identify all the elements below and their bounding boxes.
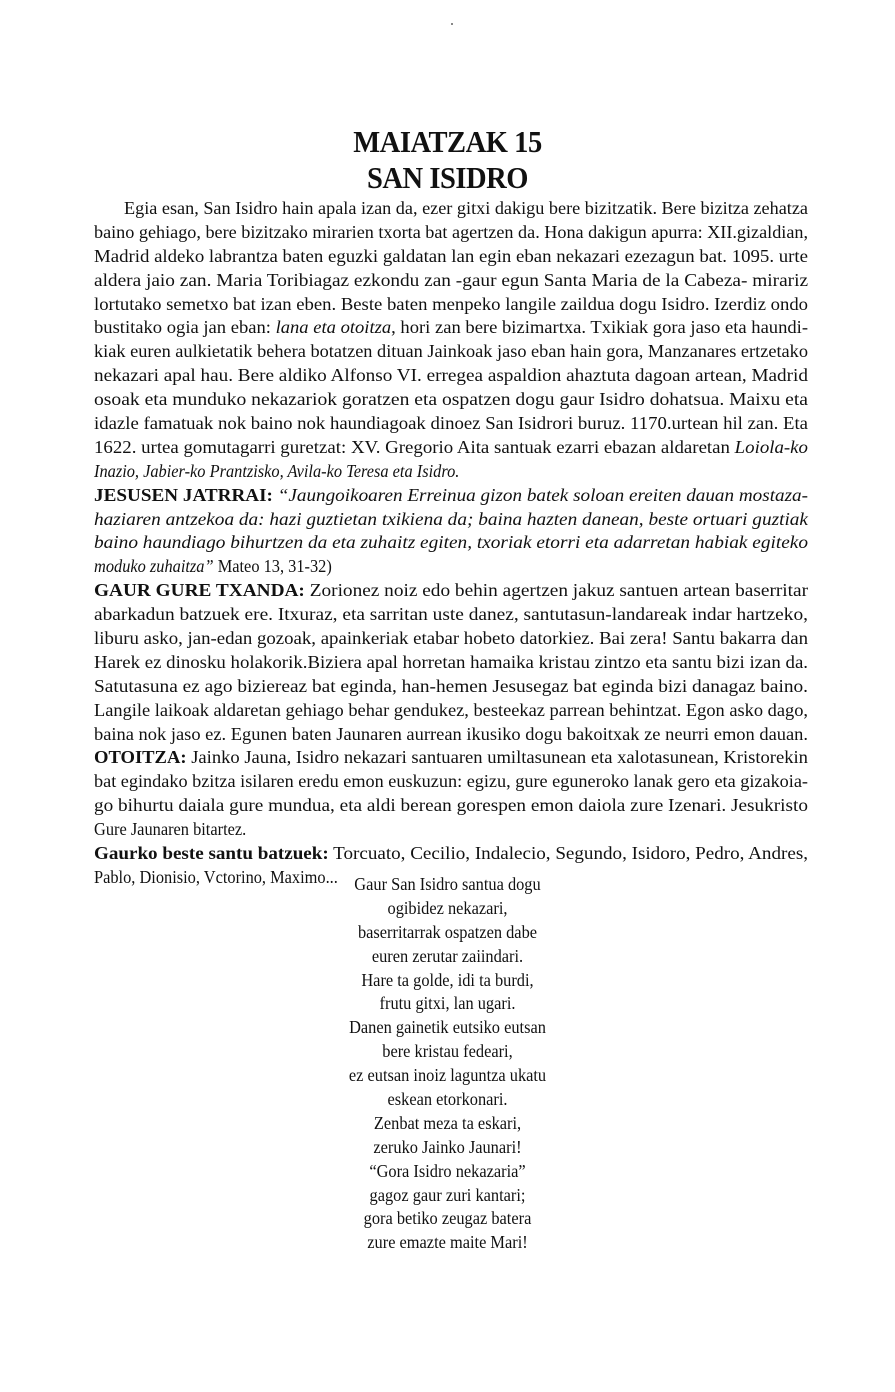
article-body <box>94 197 808 890</box>
intro-line: 1622. urtea gomutagarri guretzat: XV. Gregorio Aita santuak ezarri ebazan aldaretan Loiola-ko <box>94 436 808 457</box>
poem-line: frutu gitxi, lan ugari. <box>379 993 516 1014</box>
gospel-line: haziaren antzekoa da: hazi guztietan txikiena da; baina hazten danean, beste ortuari guztiak <box>94 508 808 529</box>
poem-line: zeruko Jainko Jaunari! <box>373 1136 522 1157</box>
poem-line: Danen gainetik eutsiko eutsan <box>349 1017 546 1038</box>
saints-line: Gaurko beste santu batzuek: Torcuato, Cecilio, Indalecio, Segundo, Isidoro, Pedro, Andres, <box>94 843 809 864</box>
poem-line: gora betiko zeugaz batera <box>363 1208 532 1229</box>
poem-line: eskean etorkonari. <box>387 1089 508 1110</box>
gospel-reference: Mateo 13, 31-32) <box>213 556 332 577</box>
intro-line: kiak euren aulkietatik behera botatzen dituan Jainkoak jaso eban hain gora, Manzanares ertzetako <box>94 341 808 362</box>
poem-line: zure emazte maite Mari! <box>367 1232 528 1253</box>
intro-line: aldera jaio zan. Maria Toribiagaz ezkondu zan -gaur egun Santa Maria de la Cabeza- mirariz <box>94 269 809 290</box>
italic-phrase: Loiola-ko <box>734 436 808 457</box>
page-title-date: MAIATZAK 15 <box>353 124 542 159</box>
intro-line: osoak eta munduko nekazariok goratzen eta ospatzen dogu gaur Isidro dohatsua. Maixu eta <box>94 389 808 410</box>
poem-line: Hare ta golde, idi ta burdi, <box>361 969 534 990</box>
section-label-gospel: JESUSEN JATRRAI: <box>94 484 273 505</box>
section-label-turn: GAUR GURE TXANDA: <box>94 580 305 601</box>
poem-line: baserritarrak ospatzen dabe <box>357 921 538 942</box>
intro-line: lortutako semetxo bat izan eben. Beste baten menpeko langile zaildua dogu Isidro. Izerdiz ondo <box>94 293 809 314</box>
intro-line: Egia esan, San Isidro hain apala izan da, ezer gitxi dakigu bere bizitzatik. Bere bizitza zehatza <box>124 198 809 218</box>
intro-line: baino gehiago, bere bizitzako mirarien txorta bat agertzen da. Hona dakigun apurra: XII.gizaldian, <box>94 221 809 242</box>
turn-line: liburu asko, jan-edan gozoak, apainkeriak etabar hobeto datorkiez. Bai zera! Santu bakarra dan <box>94 628 809 649</box>
scan-speck <box>451 23 453 25</box>
page-title-saint: SAN ISIDRO <box>366 160 529 195</box>
poem-line: euren zerutar zaiindari. <box>371 945 524 966</box>
turn-line: abarkadun batzuek ere. Itxuraz, eta sarritan uste danez, santutasun-landareak indar hartzeko, <box>94 604 808 625</box>
intro-line <box>94 460 808 484</box>
poem-line: gagoz gaur zuri kantari; <box>369 1184 526 1205</box>
intro-line: Madrid aldeko labrantza baten eguzki galdatan lan egin eban nekazari ezezagun bat. 1095. urte <box>94 245 808 266</box>
intro-line: bustitako ogia jan eban: lana eta otoitza, hori zan bere bizimartxa. Txikiak gora jaso eta haundi- <box>94 317 809 338</box>
prayer-line: bat egindako bzitza isilaren eredu emon euskuzun: egizu, gure eguneroko lanak gero eta gizakoia- <box>94 771 808 792</box>
poem-line: Zenbat meza ta eskari, <box>373 1112 522 1133</box>
italic-phrase: Inazio, Jabier-ko Prantzisko, Avila-ko Teresa eta Isidro. <box>94 460 460 481</box>
section-label-prayer: OTOITZA: <box>94 747 187 768</box>
gospel-line: JESUSEN JATRRAI: “Jaungoikoaren Erreinua gizon batek soloan ereiten dauan mostaza- <box>94 484 809 505</box>
turn-line: Harek ez dinosku holakorik.Biziera apal horretan hamaika kristau zintzo eta santu bizi izan da. <box>94 651 809 672</box>
poem-line: bere kristau fedeari, <box>382 1041 513 1062</box>
prayer-line: OTOITZA: Jainko Jauna, Isidro nekazari santuaren umiltasunean eta xalotasunean, Kristorekin <box>94 747 808 768</box>
intro-line: nekazari apal hau. Bere aldiko Alfonso VI. erregea aspaldion ahaztuta dagoan artean, Madrid <box>94 365 808 386</box>
intro-line: idazle famatuak nok baino nok haundiagoak dinoez San Isidrori buruz. 1170.urtean hil zan. Eta <box>94 413 809 434</box>
poem-line: ogibidez nekazari, <box>387 897 508 918</box>
section-label-saints: Gaurko beste santu batzuek: <box>94 843 329 864</box>
poem <box>0 873 895 1255</box>
saints-line: Pablo, Dionisio, Vctorino, Maximo... <box>94 866 338 887</box>
poem-line: ez eutsan inoiz laguntza ukatu <box>348 1065 547 1086</box>
turn-line: Langile laikoak aldaretan gehiago behar gendukez, besteekaz parrean behintzat. Egon asko dago, <box>94 699 809 720</box>
prayer-line: Gure Jaunaren bitartez. <box>94 819 247 840</box>
prayer-line: go bihurtu daiala gure mundua, eta aldi berean gorespen emon daiola zure Izenari. Jesukristo <box>94 795 808 816</box>
poem-line: Gaur San Isidro santua dogu <box>354 874 541 894</box>
gospel-line: baino haundiago bihurtzen da eta zuhaitz egiten, txoriak etorri eta adarretan habiak egiteko <box>94 532 809 553</box>
turn-line: baina nok jaso ez. Egunen baten Jaunaren aurrean ikusiko dogu bakoitxak ze neurri emon dauan. <box>94 723 809 744</box>
italic-phrase: lana eta otoitza <box>275 317 392 338</box>
turn-line: GAUR GURE TXANDA: Zorionez noiz edo behin agertzen jakuz santuen artean baserritar <box>94 580 809 601</box>
gospel-line: moduko zuhaitza” Mateo 13, 31-32) <box>94 556 332 577</box>
turn-line: Satutasuna ez ago biziereaz bat eginda, han-hemen Jesusegaz bat eginda bizi danagaz baino. <box>94 675 809 696</box>
poem-line: “Gora Isidro nekazaria” <box>369 1160 526 1181</box>
